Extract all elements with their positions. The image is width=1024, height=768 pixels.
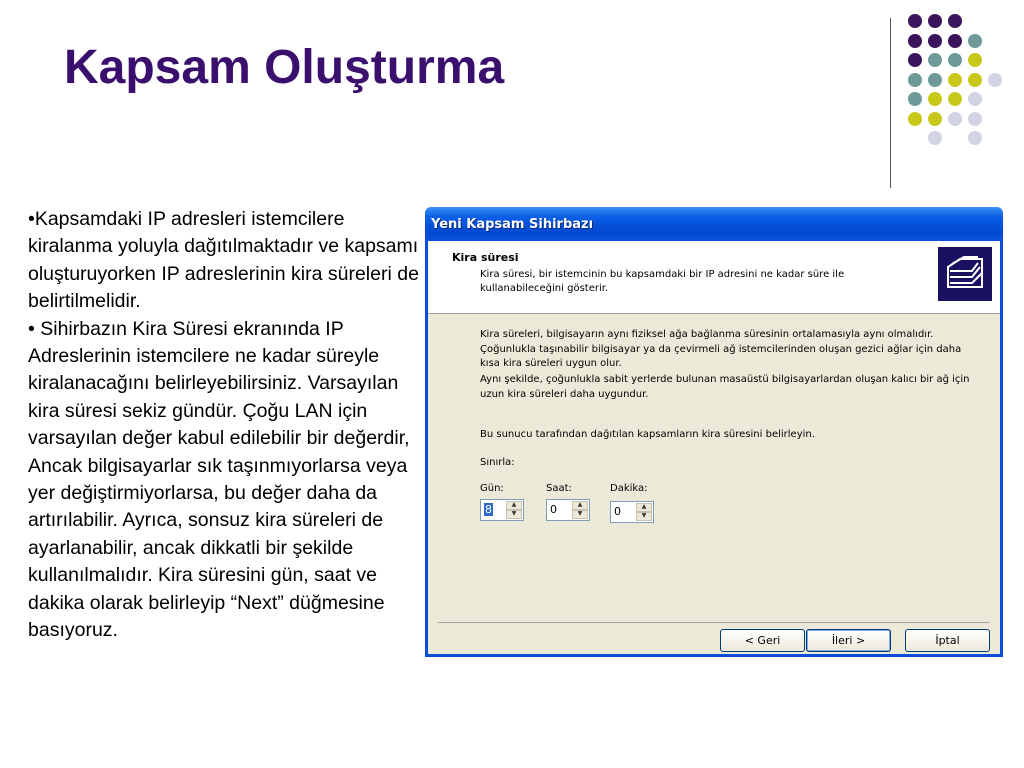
wizard-client-area — [428, 241, 1000, 654]
decorative-dot — [968, 131, 982, 145]
instruction-text: Bu sunucu tarafından dağıtılan kapsamların kira süresini belirleyin. — [480, 429, 815, 440]
day-down-arrow-icon[interactable]: ▼ — [506, 510, 522, 519]
decorative-dot — [988, 73, 1002, 87]
hour-spinner[interactable] — [546, 499, 590, 521]
day-spinner[interactable] — [480, 499, 524, 521]
decorative-dot — [968, 92, 982, 106]
cancel-button[interactable]: İptal — [905, 629, 990, 652]
page-title: Kira süresi — [452, 251, 519, 264]
decorative-dot — [908, 112, 922, 126]
decorative-dot — [928, 34, 942, 48]
decorative-dot — [968, 34, 982, 48]
decorative-dot — [968, 112, 982, 126]
minute-spinner[interactable] — [610, 501, 654, 523]
divider-line — [890, 18, 891, 188]
decorative-dot — [908, 34, 922, 48]
minute-label: Dakika: — [610, 483, 648, 494]
decorative-dot — [948, 53, 962, 67]
decorative-dot — [928, 14, 942, 28]
decorative-dot — [908, 14, 922, 28]
decorative-dot — [948, 34, 962, 48]
minute-value[interactable]: 0 — [614, 505, 621, 518]
decorative-dot — [968, 53, 982, 67]
button-separator — [438, 622, 990, 623]
decorative-dot — [908, 53, 922, 67]
decorative-dot-grid — [908, 14, 1008, 164]
decorative-dot — [928, 131, 942, 145]
decorative-dot — [928, 92, 942, 106]
slide-title: Kapsam Oluşturma — [64, 41, 505, 94]
minute-down-arrow-icon[interactable]: ▼ — [636, 512, 652, 521]
hour-down-arrow-icon[interactable]: ▼ — [572, 510, 588, 519]
slide-body — [28, 206, 424, 645]
wizard-header — [428, 241, 1000, 314]
decorative-dot — [908, 73, 922, 87]
limit-label: Sınırla: — [480, 457, 515, 468]
bullet-paragraph-2: • Sihirbazın Kira Süresi ekranında IP Adreslerinin istemcilere ne kadar süreyle kiralanacağını belirleyebilirsiniz. Varsayılan kira süresi sekiz gündür. Çoğu LAN için varsayılan değer kabul edilebilir bir değerdir, Ancak bilgisayarlar sık taşınmıyorlarsa veya yer değiştirmiyorlarsa, bu değer daha da artırılabilir. Ayrıca, sonsuz kira süreleri de ayarlanabilir, ancak dikkatli bir şekilde kullanılmalıdır. Kira süresini gün, saat ve dakika olarak belirleyip “Next” düğmesine basıyoruz. — [28, 317, 410, 642]
page-subtitle: Kira süresi, bir istemcinin bu kapsamdaki bir IP adresini ne kadar süre ile kullanabileceğini gösterir. — [480, 269, 845, 294]
decorative-dot — [928, 53, 942, 67]
decorative-dot — [968, 73, 982, 87]
hour-value[interactable]: 0 — [550, 503, 557, 516]
decorative-dot — [908, 92, 922, 106]
day-up-arrow-icon[interactable]: ▲ — [506, 501, 522, 510]
next-button[interactable]: İleri > — [806, 629, 891, 652]
hour-up-arrow-icon[interactable]: ▲ — [572, 501, 588, 510]
day-label: Gün: — [480, 483, 504, 494]
wizard-title: Yeni Kapsam Sihirbazı — [431, 216, 594, 232]
bullet-paragraph-1: •Kapsamdaki IP adresleri istemcilere kiralanma yoluyla dağıtılmaktadır ve kapsamı oluşturuyorken IP adreslerinin kira süreleri de belirtilmelidir. — [28, 208, 419, 313]
wizard-titlebar[interactable] — [425, 207, 1003, 241]
hour-label: Saat: — [546, 483, 572, 494]
decorative-dot — [948, 112, 962, 126]
decorative-dot — [948, 92, 962, 106]
folders-icon — [938, 247, 992, 301]
info-paragraph-1: Kira süreleri, bilgisayarın aynı fiziksel ağa bağlanma süresinin ortalamasıyla aynı olmalıdır. Çoğunlukla taşınabilir bilgisayar ya da çevirmeli ağ istemcilerinden oluşan gezici ağlar için daha kısa kira süreleri uygun olur. — [480, 329, 962, 369]
decorative-dot — [928, 112, 942, 126]
decorative-dot — [928, 73, 942, 87]
decorative-dot — [948, 73, 962, 87]
wizard-window — [425, 207, 1003, 657]
back-button[interactable]: < Geri — [720, 629, 805, 652]
day-value[interactable]: 8 — [485, 503, 492, 516]
info-paragraph-2: Aynı şekilde, çoğunlukla sabit yerlerde bulunan masaüstü bilgisayarlardan oluşan kalıcı bir ağ için uzun kira süreleri daha uygundur. — [480, 374, 970, 400]
minute-up-arrow-icon[interactable]: ▲ — [636, 503, 652, 512]
decorative-dot — [948, 14, 962, 28]
